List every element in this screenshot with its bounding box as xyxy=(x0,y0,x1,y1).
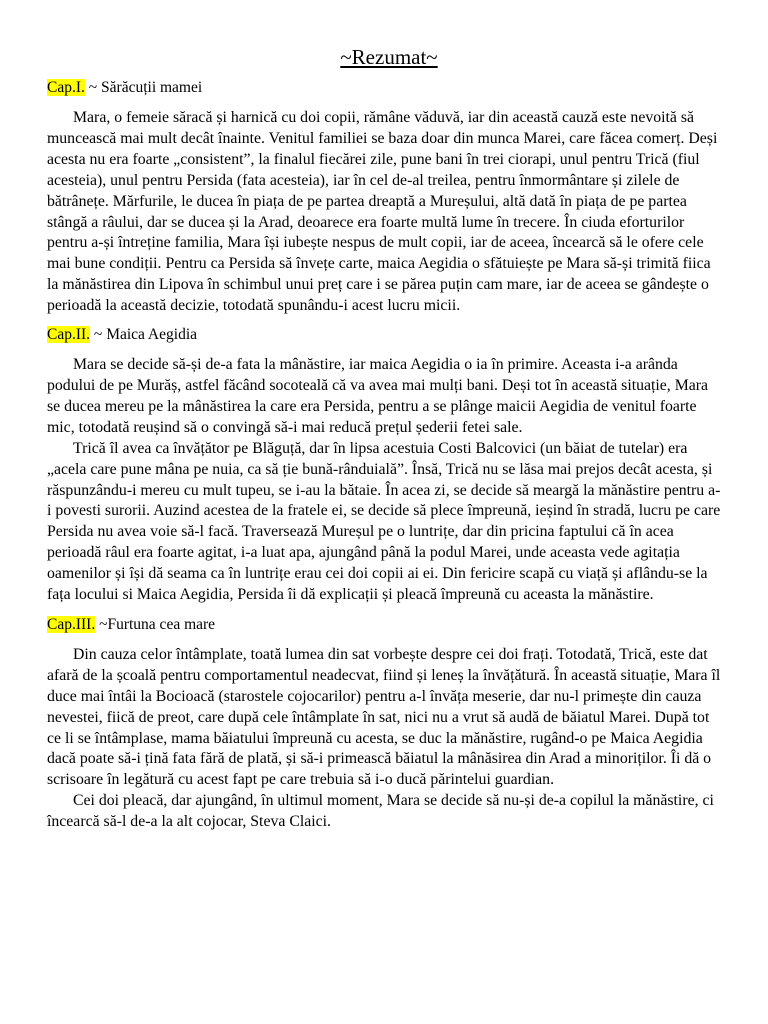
chapter-title: Sărăcuții mamei xyxy=(101,79,203,96)
chapter-separator: ~ xyxy=(95,615,108,633)
paragraph: Trică îl avea ca învățător pe Blăguță, dar în lipsa acestuia Costi Balcovici (un băiat de tutelar) era „acela care pune mâna pe nuia, ca să ție bună-rânduială”. Însă, Trică nu se lăsa mai prejos decât acesta, și răspunzându-i mereu cu mult tupeu, se i-au la bătaie. În acea zi, se decide să meargă la mănăstire pentru a-i povesti surorii. Auzind acestea de la fratele ei, se decide să plece împreună, ieșind în stradă, lucru pe care Persida nu avea voie să-l facă. Traversează Mureșul pe o luntrițe, dar din pricina faptului că în acea perioadă râul era foarte agitat, i-a luat apa, ajungând până la podul Marei, unde aceasta vede agitația oamenilor și își dă seama ca în luntrițe erau cei doi copii ai ei. Din fericire scapă cu viață și aflându-se la fața locului si Maica Aegidia, Persida îi dă explicații și pleacă împreună cu aceasta la mănăstire. xyxy=(47,439,721,604)
paragraph: Cei doi pleacă, dar ajungând, în ultimul moment, Mara se decide să nu-și de-a copilul la mănăstire, ci încearcă să-l de-a la alt cojocar, Steva Claici. xyxy=(47,792,714,831)
chapter-title: Maica Aegidia xyxy=(106,326,198,344)
chapter-separator: ~ xyxy=(90,326,107,344)
chapter-1 xyxy=(47,78,723,317)
chapter-label-highlight: Cap.III. xyxy=(47,615,96,633)
paragraph: Mara se decide să-și de-a fata la mânăstire, iar maica Aegidia o ia în primire. Aceasta i-a arânda podului de pe Murăș, astfel făcând socoteală că va avea mai mulți bani. Deși tot în această situație, Mara se ducea mereu pe la mânăstirea la care era Persida, pentru a se plânge maicii Aegidia de venitul foarte mic, totodată reușind să o convingă să-i mai reducă prețul șederii fetei sale. xyxy=(47,356,709,436)
chapter-heading xyxy=(47,615,723,635)
paragraph: Mara, o femeie săracă și harnică cu doi copii, rămâne văduvă, iar din această cauză este nevoită să muncească mai mult decât înainte. Venitul familiei se baza doar din munca Marei, care făcea comerț. Deși acesta nu era foarte „consistent”, la finalul fiecărei zile, pune bani în trei ciorapi, unul pentru Trică (fiul acesteia), unul pentru Persida (fata acesteia), iar în cel de-al treilea, pentru înmormântare și zilele de bătrânețe. Mărfurile, le ducea în piața de pe partea dreaptă a Mureșului, altă dată în piața de pe partea stângă a râului, dar se ducea și la Arad, deoarece era foarte multă lume în trecere. În ciuda eforturilor pentru a-și întreține familia, Mara își iubește nespus de mult copii, iar de aceea, încearcă să le ofere cele mai bune condiții. Pentru ca Persida să învețe carte, maica Aegidia o sfătuiește pe Mara să-și trimită fiica la mănăstirea din Lipova în schimbul unui preț care i se părea puțin cam mare, iar de aceea se gândește o perioadă la această decizie, totodată spunându-i acest lucru micii. xyxy=(47,109,718,315)
document-page xyxy=(47,44,723,842)
paragraph: Din cauza celor întâmplate, toată lumea din sat vorbește despre cei doi frați. Totodată, Trică, este dat afară de la școală pentru comportamentul neadecvat, fiind și leneș la învățătură. În această situație, Mara îl duce mai întâi la Bocioacă (starostele cojocarilor) pentru a-l învăța meserie, dar nu-l primește din cauza nevestei, fiică de preot, care după cele întâmplate în sat, nici nu a vrut să audă de băiatul Marei. După tot ce li se întâmplase, mama băiatului împreună cu acesta, se duc la mănăstire, rugând-o pe Maica Aegidia dacă poate să-i țină fata fără de plată, și să-i primească băiatul la mânăsirea din Arad a minoriților. Îi dă o scrisoare în legătură cu acest fapt pe care trebuia să i-o ducă părintelui guardian. xyxy=(47,645,721,789)
chapter-label-highlight: Cap.I. xyxy=(47,79,85,96)
chapter-heading xyxy=(47,325,723,345)
chapter-separator: ~ xyxy=(84,79,102,96)
chapter-heading xyxy=(47,78,723,98)
chapter-3 xyxy=(47,615,723,833)
document-title-text: ~Rezumat~ xyxy=(340,45,438,69)
chapter-title: Furtuna cea mare xyxy=(107,615,216,633)
chapter-label-highlight: Cap.II. xyxy=(47,326,91,344)
chapter-2 xyxy=(47,325,723,606)
document-title xyxy=(47,44,723,70)
